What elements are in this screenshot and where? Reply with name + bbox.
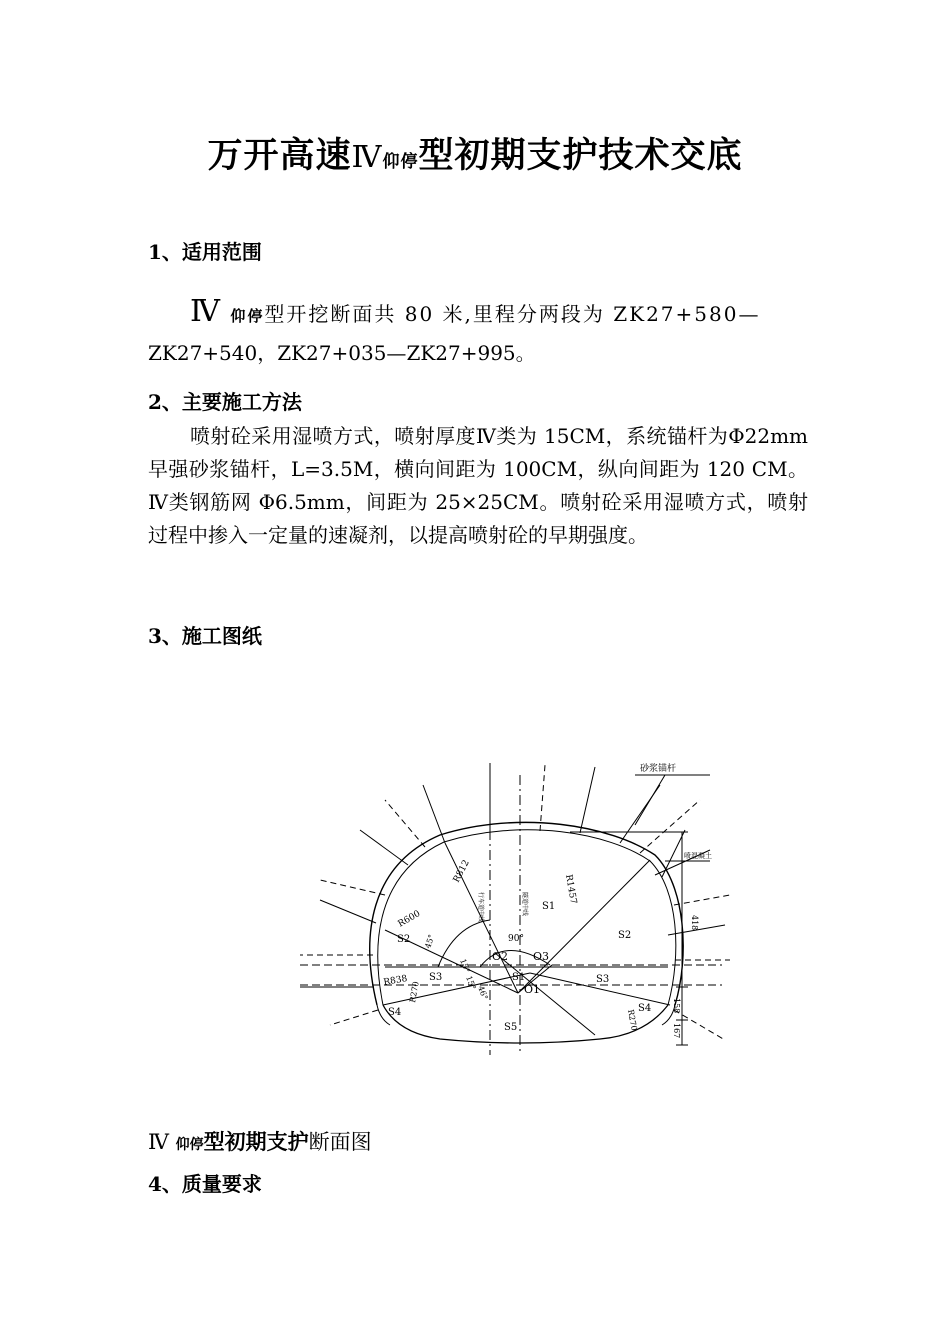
section2-paragraph: 喷射砼采用湿喷方式，喷射厚度Ⅳ类为 15CM，系统锚杆为Φ22mm 早强砂浆锚杆，L=3.5M，横向间距为 100CM，纵向间距为 120 CM。Ⅳ类钢筋网 Φ6.5mm，间距为 25×25CM。喷射砼采用湿喷方式，喷射过程中掺入一定量的速凝剂，以提高喷射砼的早期强度。 — [148, 424, 808, 547]
dim-167-label: 167 — [672, 1023, 681, 1039]
page-title — [0, 128, 950, 178]
s2-right-label: S2 — [618, 930, 632, 941]
bolt-label: 砂浆锚杆 — [640, 764, 677, 774]
section1-small: 仰停 — [230, 307, 265, 325]
title-part1: 万开高速 — [207, 135, 352, 176]
r270-right-label: R270 — [626, 1008, 639, 1032]
axis-right-label: 隧道中线 — [521, 892, 528, 917]
s1b-label: S1 — [512, 972, 526, 983]
section1-line2: ZK27+540，ZK27+035—ZK27+995。 — [148, 341, 536, 365]
o3-label: O3 — [533, 950, 550, 963]
angle-x-label: 46° — [476, 984, 490, 1002]
r812-label: R812 — [451, 858, 472, 885]
section1-line1: 型开挖断面共 80 米,里程分两段为 ZK27+580— — [264, 302, 761, 326]
dim-418-label: 418 — [690, 915, 699, 931]
section3-heading: 3、施工图纸 — [148, 624, 262, 648]
angle-90-label: 90° — [508, 934, 524, 944]
r600-label: R600 — [396, 908, 423, 930]
o2-label: O2 — [492, 950, 509, 963]
section1-roman: Ⅳ — [190, 294, 222, 329]
r270-left-label: R270 — [408, 980, 421, 1004]
s3-left-label: S3 — [429, 972, 443, 983]
r1457-label: R1457 — [563, 873, 579, 905]
section2-heading: 2、主要施工方法 — [148, 390, 302, 414]
s4-right-label: S4 — [638, 1003, 652, 1014]
dim-158-label: 158 — [672, 998, 681, 1014]
s1a-label: S1 — [542, 901, 556, 912]
s2-left-label: S2 — [397, 934, 411, 945]
figure-caption — [148, 1126, 372, 1156]
s3-right-label: S3 — [596, 974, 610, 985]
title-roman: Ⅳ — [351, 140, 383, 175]
section4-heading: 4、质量要求 — [148, 1172, 262, 1196]
caption-rest: 断面图 — [308, 1130, 372, 1154]
angle-15b-label: 15° — [464, 974, 478, 992]
caption-small: 仰停 — [175, 1137, 204, 1153]
axis-left-label: 行车道中线 — [477, 892, 484, 923]
concrete-label: 喷混凝土 — [684, 852, 712, 860]
title-small: 仰停 — [382, 152, 419, 172]
tunnel-section-drawing — [290, 755, 730, 1075]
angle-15a-label: 15° — [458, 957, 472, 975]
r838-label: R838 — [382, 973, 409, 988]
title-part2: 型初期支护技术交底 — [418, 135, 743, 176]
o1-label: O1 — [524, 983, 541, 996]
s5-label: S5 — [504, 1022, 518, 1033]
caption-roman: Ⅳ — [148, 1130, 169, 1154]
s4-left-label: S4 — [388, 1007, 402, 1018]
section1-heading: 1、适用范围 — [148, 240, 262, 264]
caption-bold: 型初期支护 — [203, 1129, 309, 1154]
angle-45-label: 45° — [423, 933, 437, 950]
